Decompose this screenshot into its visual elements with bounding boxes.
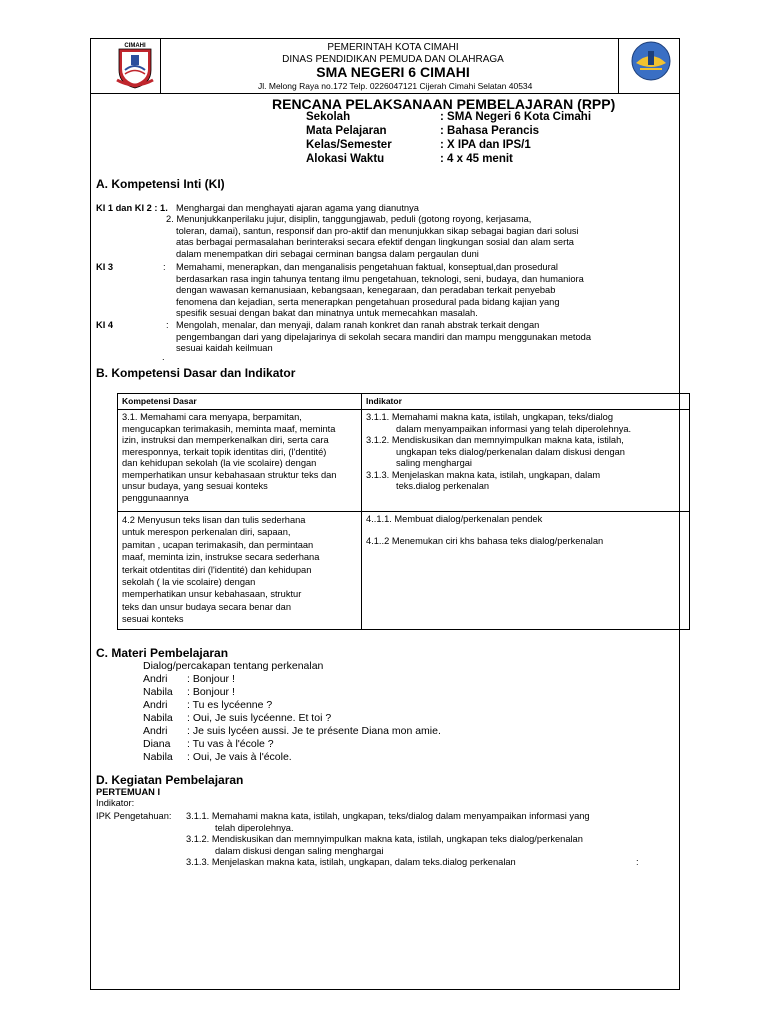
school-badge-logo: [628, 41, 674, 81]
dialog-speaker: Diana: [143, 738, 171, 750]
kd-line: dan kehidupan sekolah (la vie scolaire) dengan: [122, 458, 317, 468]
dialog-line: [143, 712, 332, 725]
dialog-line: [143, 673, 235, 686]
ind-line: 4..1.1. Membuat dialog/perkenalan pendek: [366, 514, 543, 524]
ki3-line: berdasarkan rasa ingin tahunya tentang ilmu pengetahuan, teknologi, seni, budaya, dan humaniora: [176, 273, 584, 284]
kd-line: 3.1. Memahami cara menyapa, berpamitan,: [122, 412, 302, 422]
table-header-row: [118, 394, 690, 410]
ki3-colon: :: [163, 262, 166, 272]
header-divider: [90, 93, 679, 94]
ki12-line: atas berbagai permasalahan berinteraksi secara efektif dengan lingkungan sosial dan alam serta: [176, 237, 574, 248]
dialog-text: : Oui, Je vais à l'école.: [187, 751, 292, 763]
ipk-items: [186, 811, 590, 869]
kd-indikator-table: [117, 393, 690, 630]
ki12-line: 2. Menunjukkanperilaku jujur, disiplin, tanggungjawab, peduli (gotong royong, kerjasama,: [166, 214, 532, 224]
dialog-text: : Bonjour !: [187, 673, 235, 685]
stray-dot: .: [162, 352, 165, 362]
cimahi-seal-logo: [113, 40, 157, 90]
header-line2: DINAS PENDIDIKAN PEMUDA DAN OLAHRAGA: [282, 54, 504, 65]
section-c-heading: C. Materi Pembelajaran: [96, 646, 229, 660]
ki4-colon: :: [166, 320, 169, 330]
kd-line: teks dan unsur budaya secara benar dan: [122, 601, 292, 612]
section-d-heading: D. Kegiatan Pembelajaran: [96, 773, 244, 787]
school-address: Jl. Melong Raya no.172 Telp. 0226047121 Cijerah Cimahi Selatan 40534: [258, 81, 533, 91]
ki4-text: [176, 320, 591, 355]
kd-line: memperhatikan unsur kebahasaan, struktur: [122, 589, 302, 600]
col-indikator: Indikator: [362, 394, 690, 410]
ind-line: 4.1..2 Menemukan ciri khs bahasa teks dialog/perkenalan: [366, 536, 604, 546]
info-label-kelas: Kelas/Semester: [306, 139, 392, 151]
ki3-line: spesifik sesuai dengan bakat dan minatnya untuk memecahkan masalah.: [176, 308, 478, 319]
ind-line: ungkapan teks dialog/perkenalan dalam diskusi dengan: [396, 446, 625, 457]
ki12-item1: Menghargai dan menghayati ajaran agama yang dianutnya: [176, 203, 419, 213]
kd-line: izin, instruksi dan memperkenalkan diri, serta cara: [122, 435, 329, 445]
dialog-text: : Tu vas à l'école ?: [187, 738, 274, 750]
ki12-line: toleran, damai), santun, responsif dan pro-aktif dan menunjukkan sikap sebagai bagian dari solusi: [176, 225, 579, 236]
dialog-line: [143, 699, 273, 712]
dialog-line: [143, 738, 274, 751]
ind-line: saling menghargai: [396, 458, 472, 468]
dialog-text: : Tu es lycéenne ?: [187, 699, 273, 711]
ipk-line: 3.1.2. Mendiskusikan dan memnyimpulkan makna kata, istilah, ungkapan teks dialog/perkenalan: [186, 834, 583, 844]
section-b-heading: B. Kompetensi Dasar dan Indikator: [96, 366, 296, 380]
info-value-kelas: : X IPA dan IPS/1: [440, 139, 531, 151]
info-label-sekolah: Sekolah: [306, 111, 351, 123]
kd-line: pamitan , ucapan terimakasih, dan permintaan: [122, 539, 314, 550]
dialog-line: [143, 686, 235, 699]
kd-line: sesuai konteks: [122, 614, 184, 625]
header-line1: PEMERINTAH KOTA CIMAHI: [327, 42, 459, 53]
ki4-label: KI 4: [96, 320, 114, 330]
ki3-line: Memahami, menerapkan, dan menganalisis pengetahuan faktual, konseptual,dan prosedural: [176, 262, 558, 272]
ind-line: 3.1.3. Menjelaskan makna kata, istilah, ungkapan, dalam: [366, 469, 601, 480]
table-row: [118, 512, 690, 630]
kd-line: memperhatikan unsur kebahasaan struktur teks dan: [122, 469, 337, 480]
kd-cell: [118, 410, 362, 512]
page-title: RENCANA PELAKSANAAN PEMBELAJARAN (RPP): [272, 96, 616, 112]
trailing-colon: :: [636, 857, 639, 867]
info-value-mapel: : Bahasa Perancis: [440, 125, 540, 137]
ki4-line: pengembangan dari yang dipelajarinya di sekolah secara mandiri dan mampu menggunakan metoda: [176, 331, 592, 342]
ipk-label: IPK Pengetahuan:: [96, 811, 172, 821]
kd-line: unsur budaya, yang sesuai konteks: [122, 481, 268, 491]
dialog-speaker: Nabila: [143, 712, 173, 724]
section-a-heading: A. Kompetensi Inti (KI): [96, 177, 225, 191]
ki12-item2: [166, 214, 579, 260]
ipk-line: telah diperolehnya.: [215, 822, 294, 833]
ki12-line: dalam menempatkan diri sebagai cerminan bangsa dalam pergaulan duni: [176, 248, 479, 259]
kd-line: penggunaannya: [122, 492, 189, 503]
kd-line: sekolah ( la vie scolaire) dengan: [122, 577, 256, 588]
info-label-mapel: Mata Pelajaran: [306, 125, 387, 137]
dialog-speaker: Nabila: [143, 686, 173, 698]
ki3-line: fenomena dan kejadian, serta menerapkan pengetahuan prosedural pada bidang kajian yang: [176, 296, 560, 307]
kd-line: 4.2 Menyusun teks lisan dan tulis sederhana: [122, 515, 306, 525]
ipk-line: dalam diskusi dengan saling menghargai: [215, 845, 384, 856]
dialog-text: : Je suis lycéen aussi. Je te présente Diana mon amie.: [187, 725, 441, 737]
seal-text: CIMAHI: [124, 43, 146, 49]
ki3-text: [176, 262, 584, 320]
ki4-line: Mengolah, menalar, dan menyaji, dalam ranah konkret dan ranah abstrak terkait dengan: [176, 320, 540, 330]
kd-cell: [118, 512, 362, 630]
materi-intro: Dialog/percakapan tentang perkenalan: [143, 660, 324, 672]
school-name: SMA NEGERI 6 CIMAHI: [316, 64, 470, 80]
dialog-speaker: Nabila: [143, 751, 173, 763]
ipk-line: 3.1.1. Memahami makna kata, istilah, ungkapan, teks/dialog dalam menyampaikan informasi yang: [186, 811, 590, 821]
kd-line: meresponnya, terkait topik identitas diri, (l'dentité): [122, 446, 327, 457]
dialog-block: [143, 673, 441, 764]
header-right-divider: [618, 38, 619, 93]
dialog-line: [143, 751, 292, 764]
kd-line: mengucapkan terimakasih, meminta maaf, meminta: [122, 423, 336, 434]
dialog-text: : Bonjour !: [187, 686, 235, 698]
ki12-label: KI 1 dan KI 2 : 1.: [96, 203, 168, 213]
ki3-label: KI 3: [96, 262, 114, 272]
ind-line: dalam menyampaikan informasi yang telah diperolehnya.: [396, 423, 632, 434]
info-label-alokasi: Alokasi Waktu: [306, 153, 385, 165]
dialog-line: [143, 725, 441, 738]
ki3-line: dengan wawasan kemanusiaan, kebangsaan, kenegaraan, dan peradaban terkait penyebab: [176, 285, 556, 296]
kd-line: terkait otdentitas diri (l'identité) dan kehidupan: [122, 564, 312, 575]
col-kompetensi-dasar: Kompetensi Dasar: [118, 394, 362, 410]
dialog-speaker: Andri: [143, 725, 168, 737]
ipk-line: 3.1.3. Menjelaskan makna kata, istilah, ungkapan, dalam teks.dialog perkenalan: [186, 857, 516, 867]
info-value-alokasi: : 4 x 45 menit: [440, 153, 513, 165]
ind-line: teks.dialog perkenalan: [396, 481, 490, 491]
indikator-label: Indikator:: [96, 798, 135, 808]
indikator-cell: [362, 410, 690, 512]
ki4-line: sesuai kaidah keilmuan: [176, 343, 273, 354]
dialog-text: : Oui, Je suis lycéenne. Et toi ?: [187, 712, 332, 724]
kd-line: maaf, meminta izin, instrukse secara sederhana: [122, 552, 320, 563]
ind-line: 3.1.2. Mendiskusikan dan memnyimpulkan makna kata, istilah,: [366, 435, 624, 445]
dialog-speaker: Andri: [143, 699, 168, 711]
kd-line: untuk merespon perkenalan diri, sapaan,: [122, 527, 291, 538]
pertemuan-label: PERTEMUAN I: [96, 787, 161, 797]
info-value-sekolah: : SMA Negeri 6 Kota Cimahi: [440, 111, 592, 123]
ind-line: 3.1.1. Memahami makna kata, istilah, ungkapan, teks/dialog: [366, 412, 614, 422]
header-left-divider: [160, 38, 161, 93]
table-row: [118, 410, 690, 512]
dialog-speaker: Andri: [143, 673, 168, 685]
indikator-cell: [362, 512, 690, 630]
